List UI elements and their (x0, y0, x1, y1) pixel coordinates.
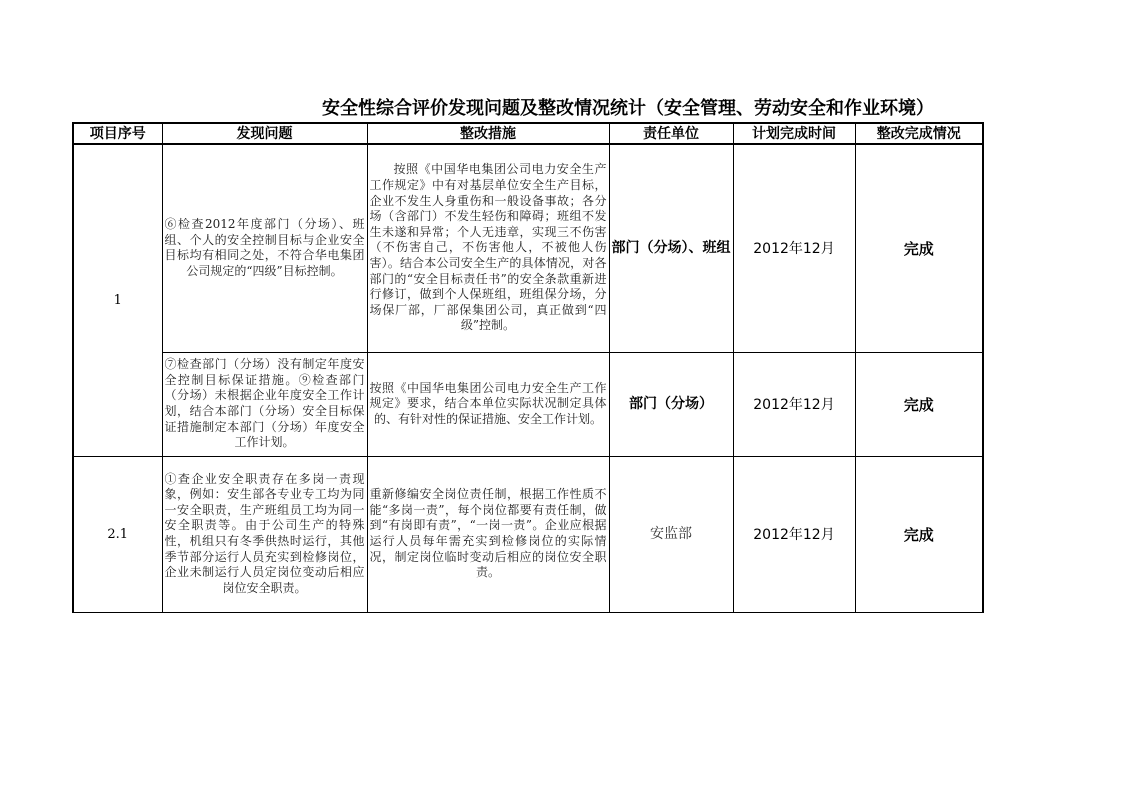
status-cell: 完成 (855, 352, 983, 456)
problem-cell (162, 456, 367, 612)
unit-cell: 部门（分场） (609, 352, 733, 456)
status-cell: 完成 (855, 144, 983, 352)
measure-cell (367, 144, 609, 352)
header-plan-time: 计划完成时间 (733, 123, 855, 144)
table-row (73, 352, 983, 456)
plan-time-cell: 2012年12月 (733, 456, 855, 612)
measure-cell (367, 352, 609, 456)
measure-text: 重新修编安全岗位责任制，根据工作性质不能“多岗一责”，每个岗位都要有责任制，做到“有岗即有责”，“一岗一责”。企业应根据运行人员每年需充实到检修岗位的实际情况，制定岗位临时变动后相应的岗位安全职责。 (369, 487, 607, 580)
plan-time-cell: 2012年12月 (733, 144, 855, 352)
problem-cell (162, 144, 367, 352)
header-problem: 发现问题 (162, 123, 367, 144)
problem-text: ⑥检查2012年度部门（分场）、班组、个人的安全控制目标与企业安全目标均有相同之处，不符合华电集团公司规定的“四级”目标控制。 (164, 217, 365, 278)
unit-cell: 安监部 (609, 456, 733, 612)
item-number: 2.1 (73, 456, 162, 612)
header-item-no: 项目序号 (73, 123, 162, 144)
plan-time-cell: 2012年12月 (733, 352, 855, 456)
header-measure: 整改措施 (367, 123, 609, 144)
header-status: 整改完成情况 (855, 123, 983, 144)
status-cell: 完成 (855, 456, 983, 612)
measure-wrap (370, 146, 607, 350)
sheet-title: 安全性综合评价发现问题及整改情况统计（安全管理、劳动安全和作业环境） (322, 98, 934, 119)
measure-text: 按照《中国华电集团公司电力安全生产工作规定》中有对基层单位安全生产目标，企业不发生人身重伤和一般设备事故；各分场（含部门）不发生轻伤和障碍；班组不发生未遂和异常；个人无违章，实现三不伤害（不伤害自己，不伤害他人，不被他人伤害）。结合本公司安全生产的具体情况，对各部门的“安全目标责任书”的安全条款重新进行修订，做到个人保班组，班组保分场，分场保厂部，厂部保集团公司，真正做到“四级”控制。 (369, 162, 607, 333)
problem-text: ①查企业安全职责存在多岗一责现象，例如：安生部各专业专工均为同一安全职责，生产班组员工均为同一安全职责等。由于公司生产的特殊性，机组只有冬季供热时运行，其他季节部分运行人员充实到检修岗位，企业未制运行人员定岗位变动后相应岗位安全职责。 (164, 471, 365, 595)
table-row (73, 144, 983, 352)
unit-cell: 部门（分场）、班组 (609, 144, 733, 352)
problem-cell (162, 352, 367, 456)
item-number: 1 (73, 144, 162, 456)
measure-cell (367, 456, 609, 612)
rectification-table (72, 122, 984, 613)
problem-text: ⑦检查部门（分场）没有制定年度安全控制目标保证措施。⑨检查部门（分场）未根据企业年度安全工作计划，结合本部门（分场）安全目标保证措施制定本部门（分场）年度安全工作计划。 (164, 357, 365, 450)
table-row (73, 456, 983, 612)
measure-text: 按照《中国华电集团公司电力安全生产工作规定》要求，结合本单位实际状况制定具体的、有针对性的保证措施、安全工作计划。 (369, 380, 607, 426)
header-unit: 责任单位 (609, 123, 733, 144)
header-row (73, 123, 983, 144)
